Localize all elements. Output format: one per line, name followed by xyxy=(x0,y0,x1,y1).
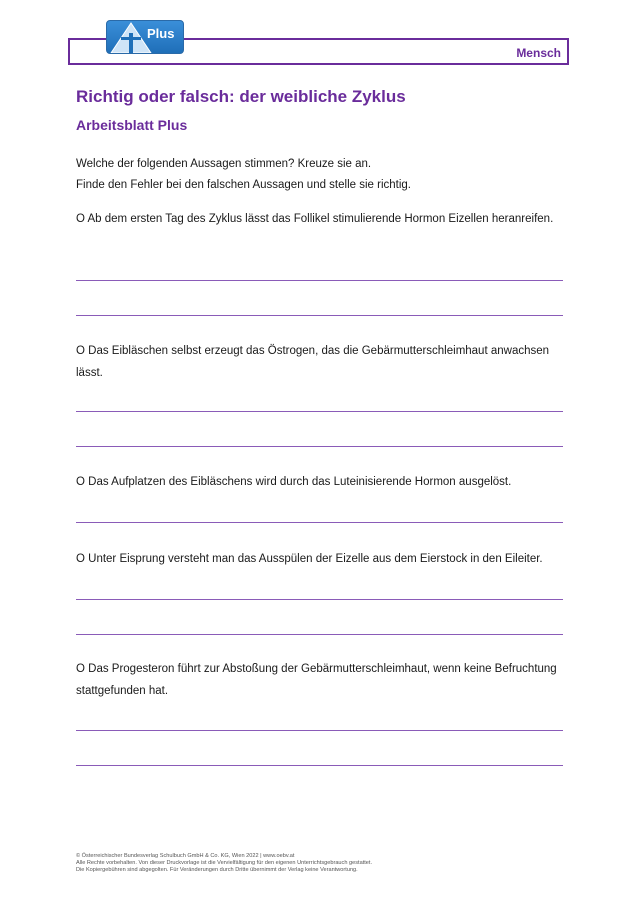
page-title: Richtig oder falsch: der weibliche Zyklus xyxy=(76,87,406,106)
answer-line[interactable] xyxy=(76,446,563,447)
statement-3: O Das Aufplatzen des Eibläschens wird durch das Luteinisierende Hormon ausgelöst. xyxy=(76,476,512,488)
statement-1: O Ab dem ersten Tag des Zyklus lässt das Follikel stimulierende Hormon Eizellen heranreifen. xyxy=(76,213,554,225)
footer-line: Alle Rechte vorbehalten. Von dieser Druckvorlage ist die Vervielfältigung für den eigenen Unterrichtsgebrauch gestattet. xyxy=(76,860,373,866)
statement-4: O Unter Eisprung versteht man das Ausspülen der Eizelle aus dem Eierstock in den Eileiter. xyxy=(76,553,543,565)
logo-plus-text: Plus xyxy=(147,26,175,41)
answer-line[interactable] xyxy=(76,765,563,766)
footer-line: © Österreichischer Bundesverlag Schulbuch GmbH & Co. KG, Wien 2022 | www.oebv.at xyxy=(76,853,295,859)
copyright-footer xyxy=(76,853,372,874)
answer-line[interactable] xyxy=(76,522,563,523)
page-subtitle: Arbeitsblatt Plus xyxy=(76,117,188,133)
publisher-logo xyxy=(106,20,184,54)
answer-line[interactable] xyxy=(76,315,563,316)
footer-line: Die Kopiergebühren sind abgegolten. Für Veränderungen durch Dritte übernimmt der Verlag keine Verantwortung. xyxy=(76,867,358,873)
statement-5: O Das Progesteron führt zur Abstoßung der Gebärmutterschleimhaut, wenn keine Befruchtung stattgefunden hat. xyxy=(76,663,557,697)
answer-line[interactable] xyxy=(76,634,563,635)
answer-line[interactable] xyxy=(76,730,563,731)
answer-line[interactable] xyxy=(76,280,563,281)
instruction-line: Welche der folgenden Aussagen stimmen? Kreuze sie an. xyxy=(76,158,372,170)
instruction-line: Finde den Fehler bei den falschen Aussagen und stelle sie richtig. xyxy=(76,179,411,191)
answer-line[interactable] xyxy=(76,599,563,600)
statement-2: O Das Eibläschen selbst erzeugt das Östrogen, das die Gebärmutterschleimhaut anwachsen lässt. xyxy=(76,345,550,379)
answer-line[interactable] xyxy=(76,411,563,412)
subject-label: Mensch xyxy=(516,46,561,60)
